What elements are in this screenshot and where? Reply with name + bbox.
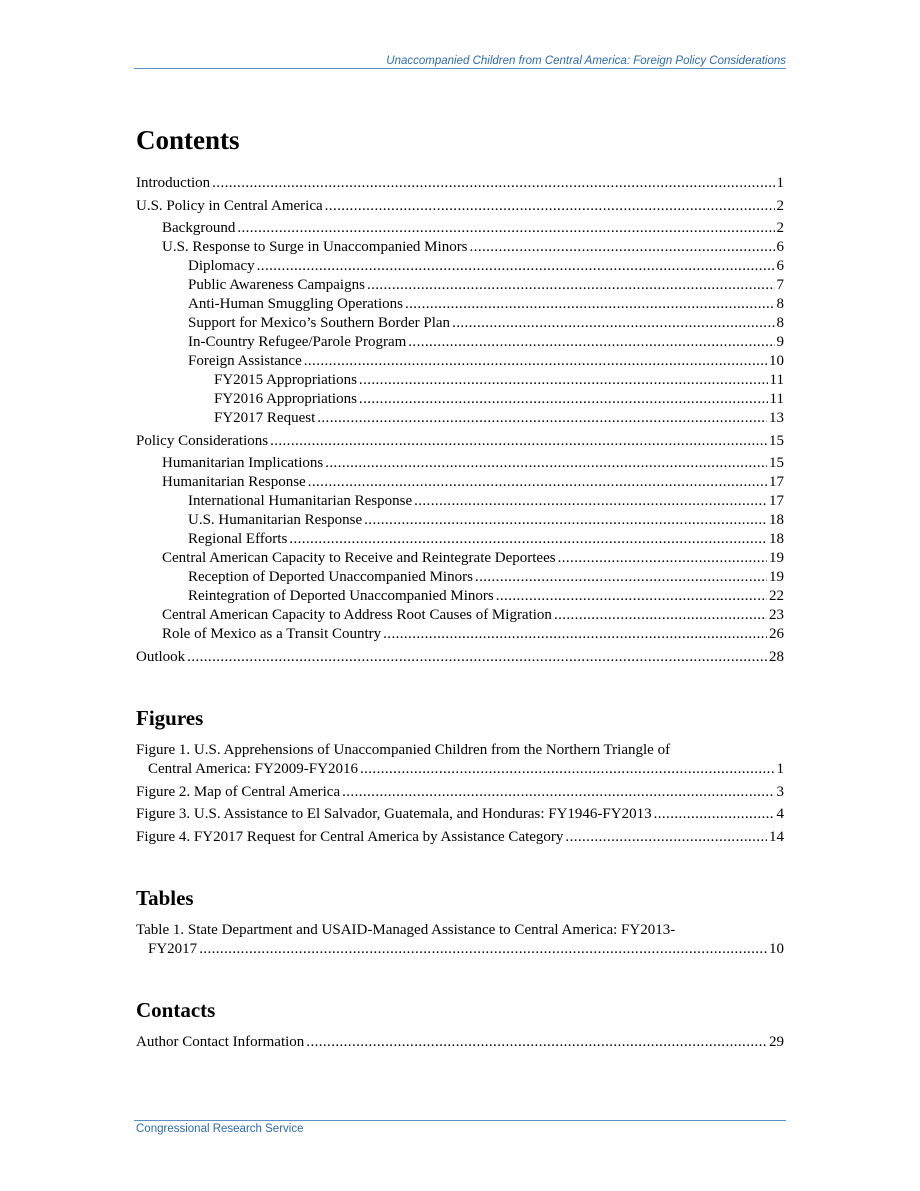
toc-label: Reintegration of Deported Unaccompanied Minors (188, 588, 494, 604)
figures-list (136, 741, 784, 847)
toc-entry-outlook[interactable] (136, 648, 784, 667)
toc-label: Central American Capacity to Address Root Causes of Migration (162, 607, 552, 623)
contents-section (136, 125, 784, 155)
toc-entry-foreign-assistance[interactable] (136, 352, 784, 371)
toc-label: Outlook (136, 648, 186, 665)
toc-page: 8 (776, 315, 784, 331)
contacts-list (136, 1033, 784, 1052)
leader-dots (317, 409, 767, 428)
leader-dots (405, 295, 775, 314)
toc-label: Figure 4. FY2017 Request for Central America by Assistance Category (136, 828, 564, 845)
leader-dots (308, 473, 767, 492)
toc-entry-us-policy[interactable] (136, 197, 784, 216)
toc-label: Central America: FY2009-FY2016 (148, 761, 358, 777)
toc-entry-mexico-border[interactable] (136, 314, 784, 333)
table-entry-1[interactable] (136, 921, 784, 959)
toc-page: 17 (769, 474, 784, 490)
toc-entry-reception[interactable] (136, 568, 784, 587)
toc-entry-fy2015[interactable] (136, 371, 784, 390)
toc-label: FY2016 Appropriations (214, 391, 357, 407)
toc-label: Author Contact Information (136, 1034, 305, 1050)
toc-entry-background[interactable] (136, 219, 784, 238)
toc-label: Anti-Human Smuggling Operations (188, 296, 403, 312)
toc-page: 6 (776, 239, 784, 255)
toc-page: 9 (776, 334, 784, 350)
toc-list (136, 174, 784, 667)
toc-entry-reintegration[interactable] (136, 587, 784, 606)
toc-entry-regional-efforts[interactable] (136, 530, 784, 549)
toc-label: Humanitarian Implications (162, 455, 324, 471)
leader-dots (306, 1033, 767, 1052)
toc-page: 11 (769, 391, 784, 407)
toc-entry-mexico-transit[interactable] (136, 625, 784, 644)
toc-label: In-Country Refugee/Parole Program (188, 334, 407, 350)
toc-entry-public-awareness[interactable] (136, 276, 784, 295)
toc-page: 19 (769, 550, 784, 566)
leader-dots (470, 238, 775, 257)
toc-label: Reception of Deported Unaccompanied Minors (188, 569, 473, 585)
leader-dots (364, 511, 767, 530)
leader-dots (237, 219, 774, 238)
toc-label: U.S. Humanitarian Response (188, 512, 363, 528)
toc-label: Foreign Assistance (188, 353, 302, 369)
toc-page: 26 (769, 626, 784, 642)
leader-dots (565, 828, 767, 847)
leader-dots (325, 454, 767, 473)
figure-entry-line1: Figure 1. U.S. Apprehensions of Unaccompanied Children from the Northern Triangle of (136, 742, 671, 758)
toc-page: 29 (769, 1034, 784, 1050)
toc-entry-refugee-parole[interactable] (136, 333, 784, 352)
toc-page: 18 (769, 531, 784, 547)
leader-dots (270, 432, 767, 451)
toc-label: FY2017 Request (214, 410, 316, 426)
toc-label: U.S. Response to Surge in Unaccompanied Minors (162, 239, 468, 255)
toc-page: 10 (769, 941, 784, 957)
toc-page: 18 (769, 512, 784, 528)
leader-dots (257, 257, 775, 276)
toc-page: 14 (769, 828, 784, 845)
toc-label: Role of Mexico as a Transit Country (162, 626, 382, 642)
toc-page: 6 (776, 258, 784, 274)
tables-section (136, 886, 784, 910)
toc-label: Background (162, 220, 236, 236)
toc-entry-humanitarian-response[interactable] (136, 473, 784, 492)
leader-dots (475, 568, 767, 587)
table-entry-line1: Table 1. State Department and USAID-Managed Assistance to Central America: FY2013- (136, 922, 676, 938)
toc-label: Regional Efforts (188, 531, 288, 547)
contacts-section (136, 998, 784, 1022)
tables-list (136, 921, 784, 959)
leader-dots (289, 530, 767, 549)
figures-section (136, 706, 784, 730)
contents-heading: Contents (136, 125, 240, 155)
running-header: Unaccompanied Children from Central America: Foreign Policy Considerations (386, 55, 786, 67)
toc-label: Introduction (136, 175, 211, 191)
leader-dots (199, 940, 767, 959)
leader-dots (359, 390, 768, 409)
leader-dots (342, 783, 774, 802)
toc-page: 22 (769, 588, 784, 604)
toc-page: 15 (769, 432, 784, 449)
toc-label: Figure 3. U.S. Assistance to El Salvador, Guatemala, and Honduras: FY1946-FY2013 (136, 806, 652, 822)
toc-label: Central American Capacity to Receive and Reintegrate Deportees (162, 550, 556, 566)
figures-heading: Figures (136, 706, 204, 730)
toc-page: 19 (769, 569, 784, 585)
toc-label: Public Awareness Campaigns (188, 277, 365, 293)
toc-entry-us-humanitarian[interactable] (136, 511, 784, 530)
leader-dots (304, 352, 767, 371)
leader-dots (383, 625, 767, 644)
toc-entry-introduction[interactable] (136, 174, 784, 193)
toc-page: 2 (776, 197, 784, 214)
toc-entry-humanitarian-implications[interactable] (136, 454, 784, 473)
toc-entry-diplomacy[interactable] (136, 257, 784, 276)
toc-entry-fy2017[interactable] (136, 409, 784, 428)
toc-label: International Humanitarian Response (188, 493, 413, 509)
toc-page: 28 (769, 648, 784, 665)
figure-entry-4[interactable] (136, 828, 784, 847)
toc-entry-intl-humanitarian[interactable] (136, 492, 784, 511)
leader-dots (554, 606, 767, 625)
toc-entry-us-response[interactable] (136, 238, 784, 257)
leader-dots (408, 333, 774, 352)
leader-dots (654, 805, 775, 824)
toc-label: Diplomacy (188, 258, 255, 274)
leader-dots (367, 276, 775, 295)
toc-label: Humanitarian Response (162, 474, 306, 490)
toc-label: FY2015 Appropriations (214, 372, 357, 388)
toc-page: 10 (769, 353, 784, 369)
figure-entry-3[interactable] (136, 805, 784, 824)
footer-text: Congressional Research Service (136, 1123, 304, 1135)
toc-entry-root-causes[interactable] (136, 606, 784, 625)
figure-entry-2[interactable] (136, 783, 784, 802)
contacts-heading: Contacts (136, 998, 216, 1022)
toc-page: 3 (776, 783, 784, 800)
toc-page: 23 (769, 607, 784, 623)
toc-page: 2 (776, 220, 784, 236)
footer-rule (134, 1120, 786, 1121)
toc-entry-capacity-reintegrate[interactable] (136, 549, 784, 568)
toc-label: FY2017 (148, 941, 198, 957)
toc-entry-fy2016[interactable] (136, 390, 784, 409)
toc-page: 15 (769, 455, 784, 471)
toc-page: 4 (776, 806, 784, 822)
leader-dots (325, 197, 775, 216)
figure-entry-1[interactable] (136, 741, 784, 779)
leader-dots (212, 174, 774, 193)
toc-page: 11 (769, 372, 784, 388)
toc-entry-anti-smuggling[interactable] (136, 295, 784, 314)
toc-label: Figure 2. Map of Central America (136, 783, 341, 800)
toc-page: 1 (776, 175, 784, 191)
tables-heading: Tables (136, 886, 194, 910)
toc-label: U.S. Policy in Central America (136, 197, 323, 214)
leader-dots (558, 549, 767, 568)
toc-page: 17 (769, 493, 784, 509)
toc-page: 8 (776, 296, 784, 312)
leader-dots (452, 314, 774, 333)
leader-dots (496, 587, 767, 606)
toc-page: 7 (776, 277, 784, 293)
leader-dots (359, 371, 768, 390)
toc-page: 1 (776, 761, 784, 777)
leader-dots (414, 492, 767, 511)
leader-dots (360, 760, 775, 779)
leader-dots (187, 648, 767, 667)
toc-page: 13 (769, 410, 784, 426)
toc-entry-policy-considerations[interactable] (136, 432, 784, 451)
toc-label: Policy Considerations (136, 432, 269, 449)
toc-label: Support for Mexico’s Southern Border Plan (188, 315, 451, 331)
contact-entry-author[interactable] (136, 1033, 784, 1052)
header-rule (134, 68, 786, 69)
